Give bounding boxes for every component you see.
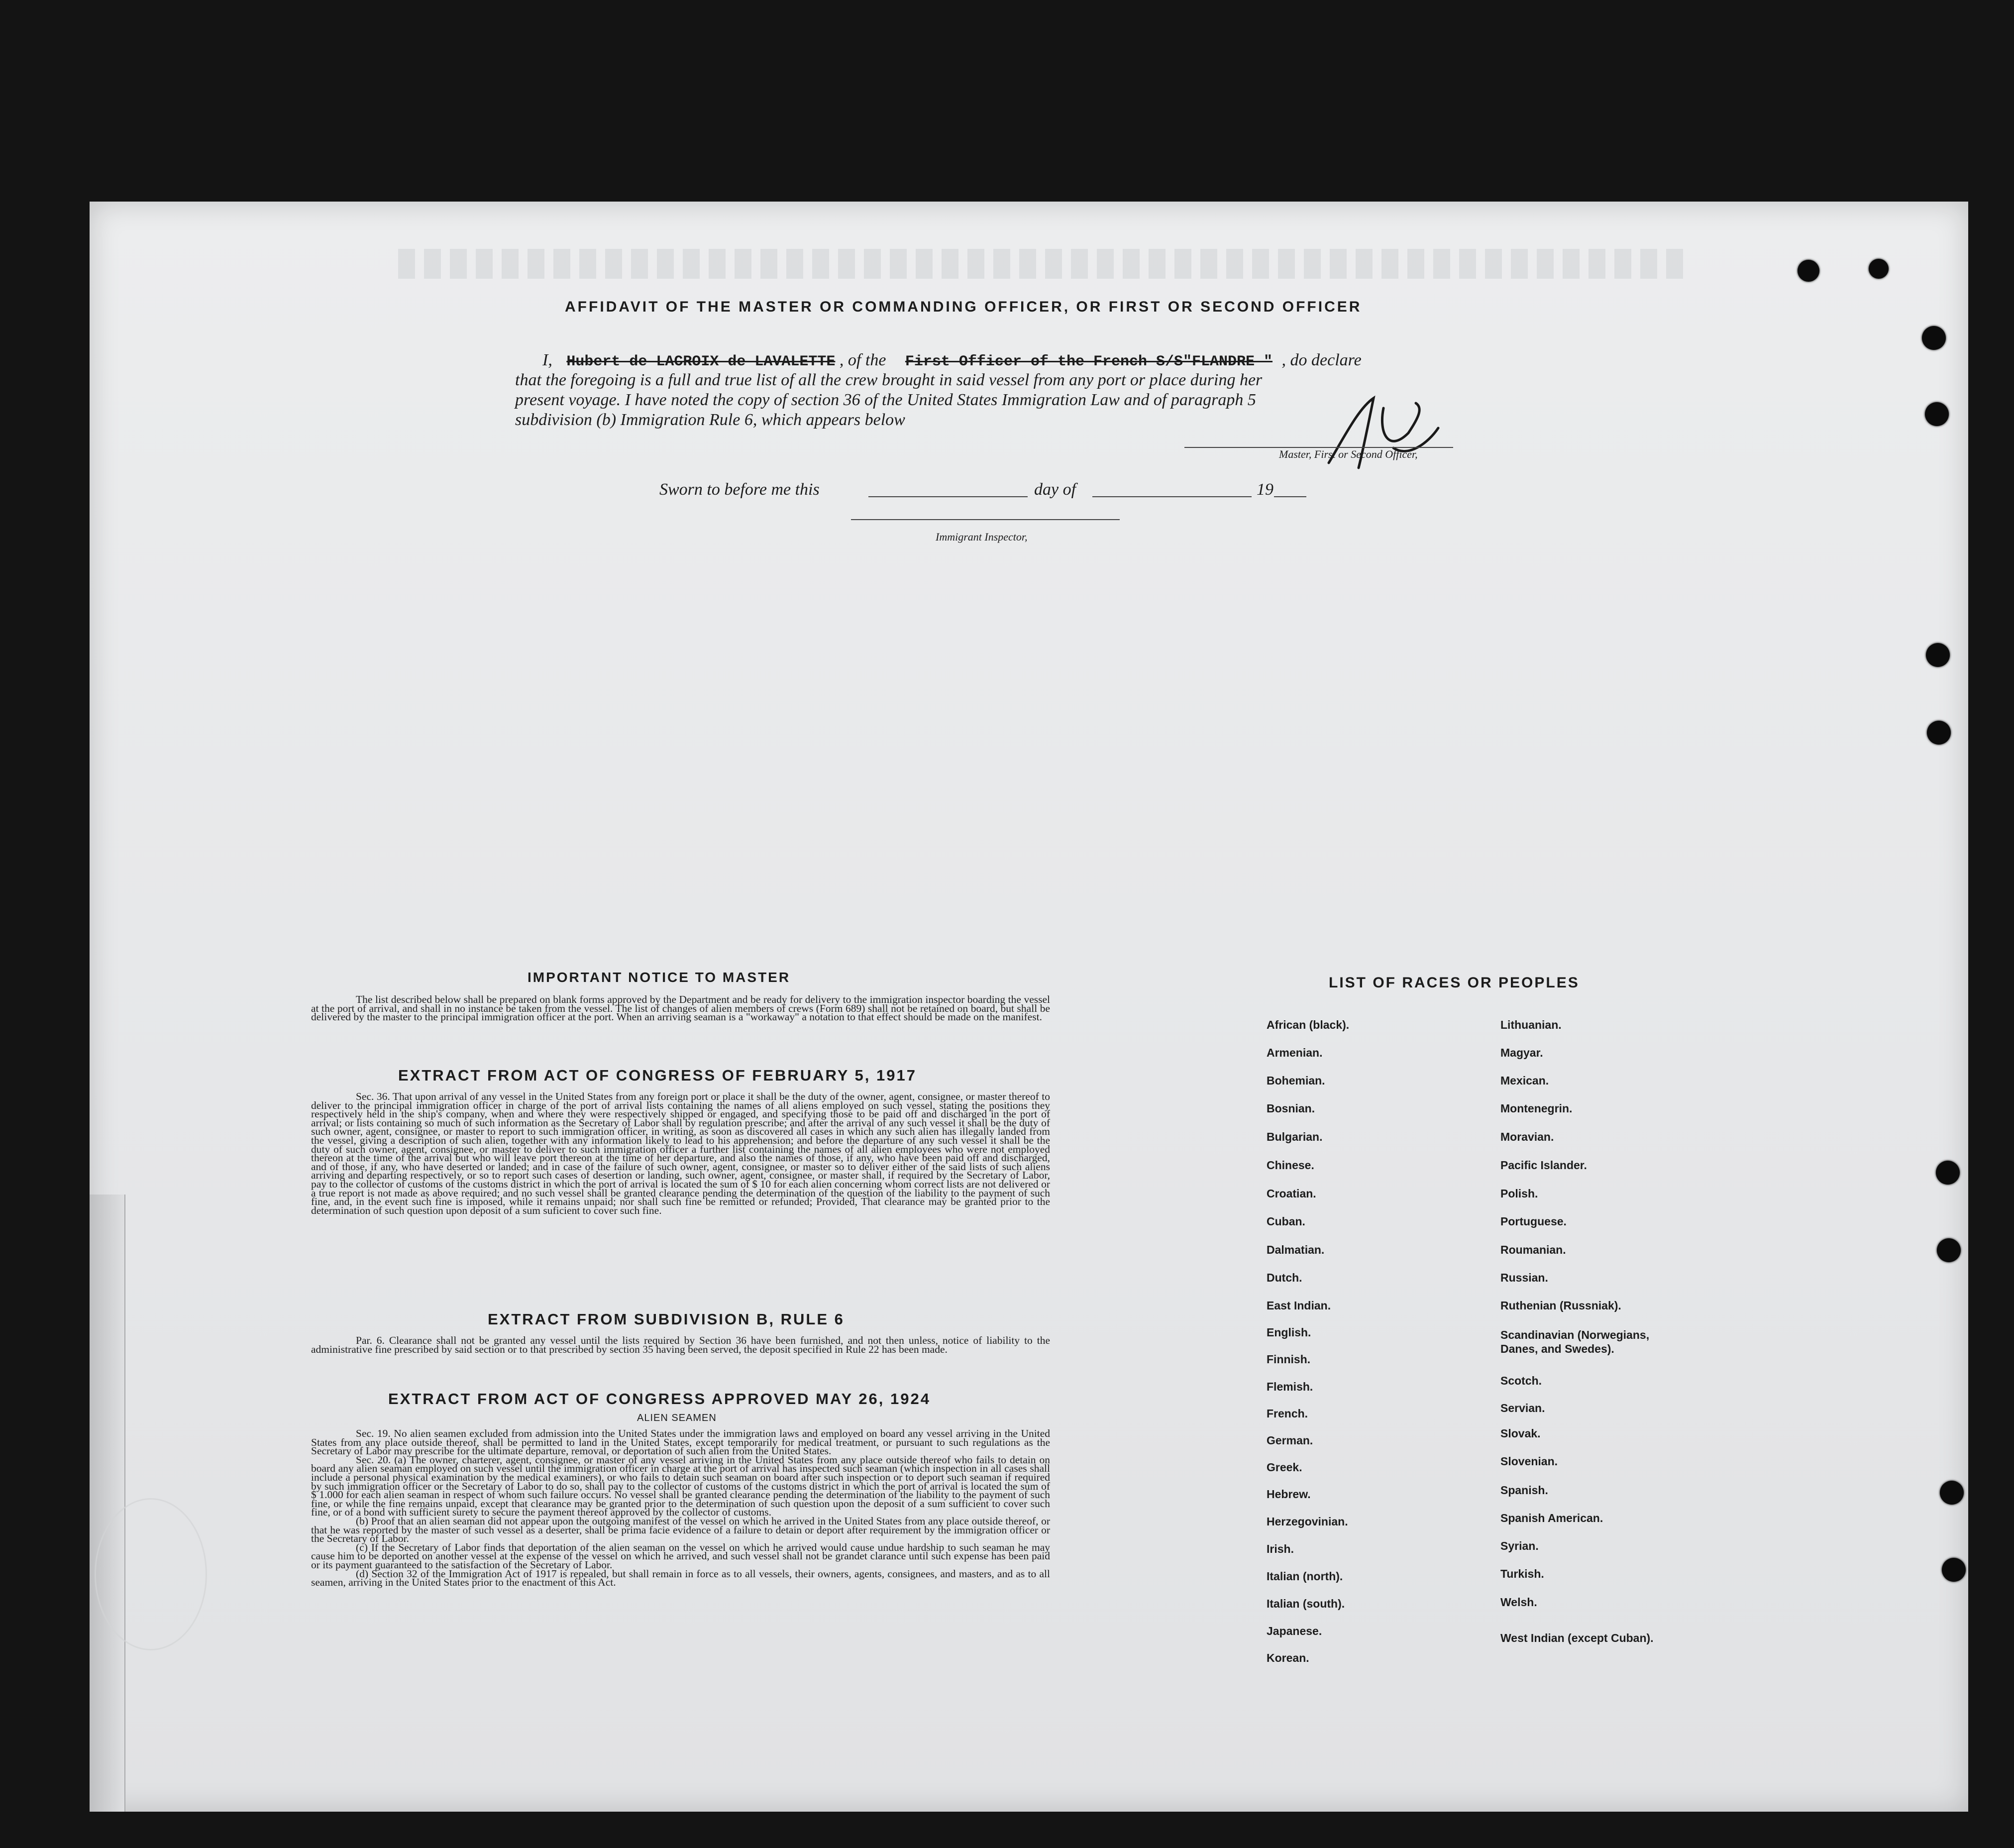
race-item-right: Servian.: [1500, 1402, 1545, 1414]
race-item-left: Flemish.: [1267, 1380, 1313, 1393]
race-item-right: Turkish.: [1500, 1567, 1544, 1580]
race-item-right: Welsh.: [1500, 1596, 1537, 1609]
affidavit-heading: AFFIDAVIT OF THE MASTER OR COMMANDING OFFICER, OR FIRST OR SECOND OFFICER: [565, 299, 1362, 315]
race-item-left: African (black).: [1267, 1018, 1350, 1031]
punch-hole-icon: [1937, 1238, 1961, 1262]
sworn-prefix: Sworn to before me this: [659, 480, 820, 499]
affidavit-line-1: [542, 351, 1362, 370]
race-item-left: French.: [1267, 1407, 1308, 1420]
race-item-right: Scotch.: [1500, 1374, 1542, 1387]
inspector-signature-line: [851, 519, 1120, 520]
race-item-left: Dalmatian.: [1267, 1243, 1325, 1256]
race-item-right: Russian.: [1500, 1271, 1548, 1284]
sworn-year-line: [1274, 496, 1306, 497]
section-19-paragraph: Sec. 19. No alien seamen excluded from admission into the United States under the immigration laws and employed on board any vessel arriving in the United States from any place outside thereof, shall be permitted to land in the United States, except temporarily for medical treatment, or pursuant to such regulations as the Secretary of Labor may prescribe for the ultimate departure, removal, or deportation of such alien from the United States.: [311, 1427, 1050, 1457]
race-item-right: Syrian.: [1500, 1539, 1539, 1552]
race-item-left: Croatian.: [1267, 1187, 1316, 1200]
faint-seal-impression: [95, 1498, 207, 1650]
races-heading: LIST OF RACES OR PEOPLES: [1329, 975, 1580, 991]
punch-hole-icon: [1798, 260, 1819, 282]
notice-paragraph: The list described below shall be prepared on blank forms approved by the Department and be ready for delivery to the immigration inspector boarding the vessel at the port of arrival, and shall in no instance be taken from the vessel. The list of changes of alien members of crews (Form 689) shall not be retained on board, but shall be delivered by the master to the principal immigration officer at the port. When an arriving seaman is a "workaway" a notation to that effect should be made on the manifest.: [311, 993, 1050, 1023]
race-item-right: Slovenian.: [1500, 1455, 1558, 1468]
signature-caption: Master, First or Second Officer,: [1279, 448, 1418, 460]
sworn-month-line: [1092, 496, 1252, 497]
race-item-left: Irish.: [1267, 1542, 1294, 1555]
punch-hole-icon: [1926, 643, 1950, 667]
extract-1924-text: [311, 1429, 1050, 1587]
punch-hole-icon: [1922, 326, 1946, 350]
race-item-left: Bohemian.: [1267, 1074, 1325, 1087]
affidavit-prefix: I,: [542, 351, 552, 369]
race-item-right: Mexican.: [1500, 1074, 1549, 1087]
race-item-right: Moravian.: [1500, 1130, 1554, 1143]
officer-signature: [1309, 388, 1453, 478]
race-item-left: English.: [1267, 1326, 1311, 1339]
punch-hole-icon: [1942, 1558, 1966, 1582]
race-item-left: Bulgarian.: [1267, 1130, 1323, 1143]
race-item-right: Lithuanian.: [1500, 1018, 1562, 1031]
race-item-left: Greek.: [1267, 1461, 1302, 1474]
extract-1917-text: [311, 1092, 1050, 1215]
race-item-right: Pacific Islander.: [1500, 1159, 1587, 1172]
race-item-left: Armenian.: [1267, 1046, 1323, 1059]
inspector-caption: Immigrant Inspector,: [936, 531, 1028, 543]
punch-hole-icon: [1940, 1481, 1964, 1505]
race-item-right: Portuguese.: [1500, 1215, 1567, 1228]
race-item-left: German.: [1267, 1434, 1313, 1447]
alien-seamen-subheading: ALIEN SEAMEN: [637, 1413, 717, 1423]
extract-1924-heading: EXTRACT FROM ACT OF CONGRESS APPROVED MAY 26, 1924: [388, 1390, 931, 1408]
race-item-right: Spanish.: [1500, 1484, 1548, 1497]
punch-hole-icon: [1927, 721, 1951, 745]
race-item-left: Cuban.: [1267, 1215, 1305, 1228]
race-item-right: Ruthenian (Russniak).: [1500, 1299, 1621, 1312]
notice-text: [311, 995, 1050, 1022]
affidavit-line-3: present voyage. I have noted the copy of section 36 of the United States Immigration Law and of paragraph 5: [515, 391, 1256, 409]
race-item-right: Spanish American.: [1500, 1512, 1603, 1524]
punch-hole-icon: [1925, 402, 1949, 426]
race-item-left: East Indian.: [1267, 1299, 1331, 1312]
extract-rule6-text: [311, 1336, 1050, 1354]
race-item-left: Finnish.: [1267, 1353, 1311, 1366]
folded-corner: [90, 1195, 125, 1812]
extract-1917-heading: EXTRACT FROM ACT OF CONGRESS OF FEBRUARY 5, 1917: [398, 1067, 917, 1084]
section-20b-paragraph: (b) Proof that an alien seaman did not appear upon the outgoing manifest of the vessel on which he arrived in the United States from any place outside thereof, or that he was reported by the master of such vessel as a deserter, shall be prima facie evidence of a failure to detain or deport after requirement by the immigration officer or the Secretary of Labor.: [311, 1515, 1050, 1545]
extract-rule6-heading: EXTRACT FROM SUBDIVISION B, RULE 6: [488, 1310, 845, 1328]
race-item-left: Dutch.: [1267, 1271, 1302, 1284]
race-item-left: Chinese.: [1267, 1159, 1314, 1172]
affidavit-line-4: subdivision (b) Immigration Rule 6, which appears below: [515, 411, 905, 429]
reverse-side-bleed: [398, 249, 1692, 279]
race-item-right: Scandinavian (Norwegians, Danes, and Swedes).: [1500, 1328, 1650, 1355]
race-item-right: Polish.: [1500, 1187, 1538, 1200]
sworn-day-label: day of: [1034, 480, 1076, 499]
affidavit-suffix: , do declare: [1281, 351, 1362, 369]
officer-title: First Officer of the French S/S"FLANDRE ": [905, 353, 1273, 370]
race-item-right: West Indian (except Cuban).: [1500, 1631, 1654, 1644]
affidavit-line-2: that the foregoing is a full and true list of all the crew brought in said vessel from any port or place during her: [515, 371, 1263, 389]
section-36-paragraph: Sec. 36. That upon arrival of any vessel in the United States from any foreign port or place it shall be the duty of the owner, agent, consignee, or master thereof to deliver to the principal immigration officer in charge of the port of arrival lists containing the names of all aliens employed on such vessel, stating the positions they respectively held in the ship's company, when and where they were respectively shipped or engaged, and specifying those to be paid off and discharged in the port of arrival; or lists containing so much of such information as the Secretary of Labor shall by regulation prescribe; and after the arrival of any such vessel it shall be the duty of such owner, agent, consignee, or master to report to such immigration officer, in writing, as soon as discovered all cases in which any such alien has illegally landed from the vessel, giving a description of such alien, together with any information likely to lead to his apprehension; and before the departure of any such vessel it shall be the duty of such owner, agent, consignee, or master to deliver to such immigration officer a further list containing the names of all alien employees who were not employed thereon at the time of the arrival but who will leave port thereon at the time of her departure, and also the names of those, if any, who have been paid off and discharged, and of those, if any, who have deserted or landed; and in case of the failure of such owner, agent, consignee, or master so to deliver either of the said lists of such aliens arriving and departing respectively, or so to report such cases of desertion or landing, such owner, agent, consignee, or master shall, if required by the Secretary of Labor, pay to the collector of customs of the customs district in which the port of arrival is located the sum of $ 10 for each alien concerning whom correct lists are not delivered or a true report is not made as above required; and no such vessel shall be granted clearance pending the determination of the question of the liability to the payment of such fine, and, in the event such fine is imposed, while it remains unpaid; nor shall such fine be remitted or refunded; Provided, That clearance may be granted prior to the determination of such question upon deposit of a sum suficient to cover such fine.: [311, 1090, 1050, 1216]
race-item-left: Korean.: [1267, 1651, 1309, 1664]
punch-hole-icon: [1869, 259, 1889, 279]
race-item-left: Italian (south).: [1267, 1597, 1345, 1610]
race-item-right: Slovak.: [1500, 1427, 1541, 1440]
officer-name: Hubert de LACROIX de LAVALETTE: [566, 353, 836, 370]
race-item-left: Italian (north).: [1267, 1570, 1343, 1583]
race-item-left: Japanese.: [1267, 1625, 1322, 1637]
paragraph-6: Par. 6. Clearance shall not be granted any vessel until the lists required by Section 36 have been furnished, and not then unless, notice of liability to the administrative fine prescribed by said section or to that prescribed by section 35 having been served, the deposit specified in Rule 22 has been made.: [311, 1334, 1050, 1355]
race-item-right: Magyar.: [1500, 1046, 1543, 1059]
punch-hole-icon: [1936, 1161, 1960, 1185]
affidavit-mid: , of the: [839, 351, 886, 369]
race-item-left: Bosnian.: [1267, 1102, 1315, 1115]
sworn-year: 19: [1257, 480, 1273, 499]
race-item-left: Hebrew.: [1267, 1488, 1311, 1501]
race-item-right: Roumanian.: [1500, 1243, 1566, 1256]
notice-heading: IMPORTANT NOTICE TO MASTER: [528, 970, 791, 985]
race-item-right: Montenegrin.: [1500, 1102, 1573, 1115]
section-20c-paragraph: (c) If the Secretary of Labor finds that deportation of the alien seaman on the vessel on which he arrived would cause undue hardship to such seaman he may cause him to be deported on another vessel at the expense of the vessel on which he arrived, and such vessel shall not be grandet clarance until such expense has been paid or its payment guaranteed to the satisfaction of the Secretary of Labor.: [311, 1541, 1050, 1571]
sworn-date-line: [868, 496, 1028, 497]
section-20a-paragraph: Sec. 20. (a) The owner, charterer, agent, consignee, or master of any vessel arriving in the United States from any place outside thereof who fails to detain on board any alien seaman employed on such vessel until the immigration officer in charge at the port of arrival has inspected such seaman (which inspection in all cases shall include a personal physical examination by the medical examiners), or who fails to detain such seaman on board after such inspection or to deport such seaman if required by such immigration officer or the Secretary of Labor to do so, shall pay to the collector of customs of the customs district in which the port of arrival is located the sum of $ 1.000 for each alien seaman in respect of whom such failure occurs. No vessel shall be granted clearance pending the determination of the liability to the payment of such fine, or while the fine remains unpaid, except that clearance may be granted prior to the determination of such question upon the deposit of a sum sufficient to cover such fine, or of a bond with sufficient surety to secure the payment thereof approved by the collector of customs.: [311, 1453, 1050, 1519]
section-20d-paragraph: (d) Section 32 of the Immigration Act of 1917 is repealed, but shall remain in force as to all vessels, their owners, agents, consignees, and masters, and as to all seamen, arriving in the United States prior to the enactment of this Act.: [311, 1567, 1050, 1589]
race-item-left: Herzegovinian.: [1267, 1515, 1348, 1528]
